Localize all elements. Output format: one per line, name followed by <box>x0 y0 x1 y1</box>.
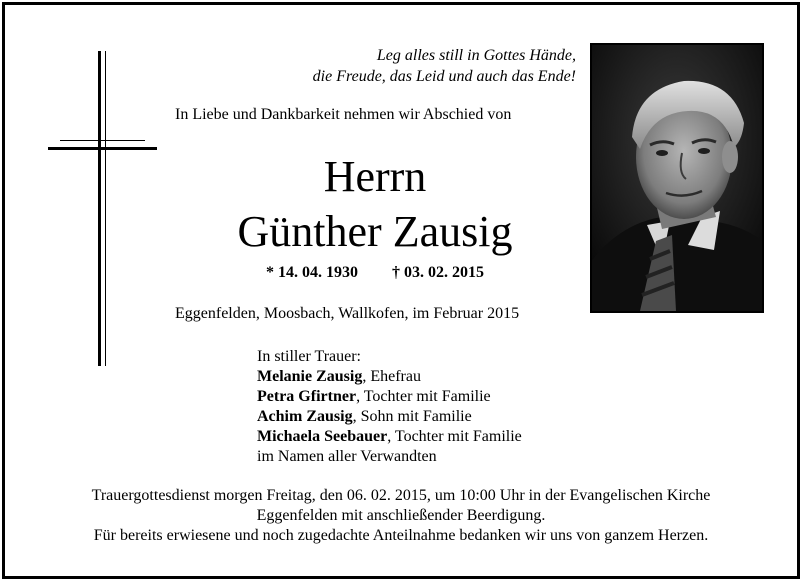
place-and-date: Eggenfelden, Moosbach, Wallkofen, im Februar 2015 <box>175 305 520 322</box>
mourners-intro: In stiller Trauer: <box>257 348 361 365</box>
portrait-photo <box>590 43 764 313</box>
motto-line-2: die Freude, das Leid und auch das Ende! <box>312 68 576 85</box>
service-line-2: Eggenfelden mit anschließender Beerdigung. <box>256 507 546 524</box>
mourners-closing: im Namen aller Verwandten <box>257 448 437 465</box>
mourner-row <box>257 387 522 407</box>
mourner-relation: , Tochter mit Familie <box>387 428 522 445</box>
portrait-image <box>592 45 762 311</box>
service-info <box>5 486 797 546</box>
mourner-name: Petra Gfirtner <box>257 388 357 405</box>
motto-line-1: Leg alles still in Gottes Hände, <box>376 47 576 64</box>
honorific: Herrn <box>323 152 427 201</box>
birth-date: * 14. 04. 1930 <box>266 264 358 281</box>
mourner-name: Michaela Seebauer <box>257 428 388 445</box>
mourner-name: Achim Zausig <box>257 408 353 425</box>
obituary-notice <box>2 2 800 579</box>
mourner-row <box>257 427 522 447</box>
mourner-relation: , Tochter mit Familie <box>356 388 491 405</box>
mourner-row <box>257 407 522 427</box>
mourner-name: Melanie Zausig <box>257 368 363 385</box>
death-date: † 03. 02. 2015 <box>392 264 484 281</box>
life-dates <box>175 264 575 282</box>
thanks-line: Für bereits erwiesene und noch zugedachte Anteilnahme bedanken wir uns von ganzem Herzen. <box>93 527 709 544</box>
intro-text: In Liebe und Dankbarkeit nehmen wir Abschied von <box>175 106 512 123</box>
mourners-block <box>257 347 522 467</box>
mourner-relation: , Sohn mit Familie <box>352 408 472 425</box>
deceased-name: Günther Zausig <box>237 207 513 256</box>
motto-verse <box>313 45 576 87</box>
mourner-relation: , Ehefrau <box>362 368 421 385</box>
mourner-row <box>257 367 522 387</box>
service-line-1: Trauergottesdienst morgen Freitag, den 06. 02. 2015, um 10:00 Uhr in der Evangelischen Kirche <box>91 487 711 504</box>
